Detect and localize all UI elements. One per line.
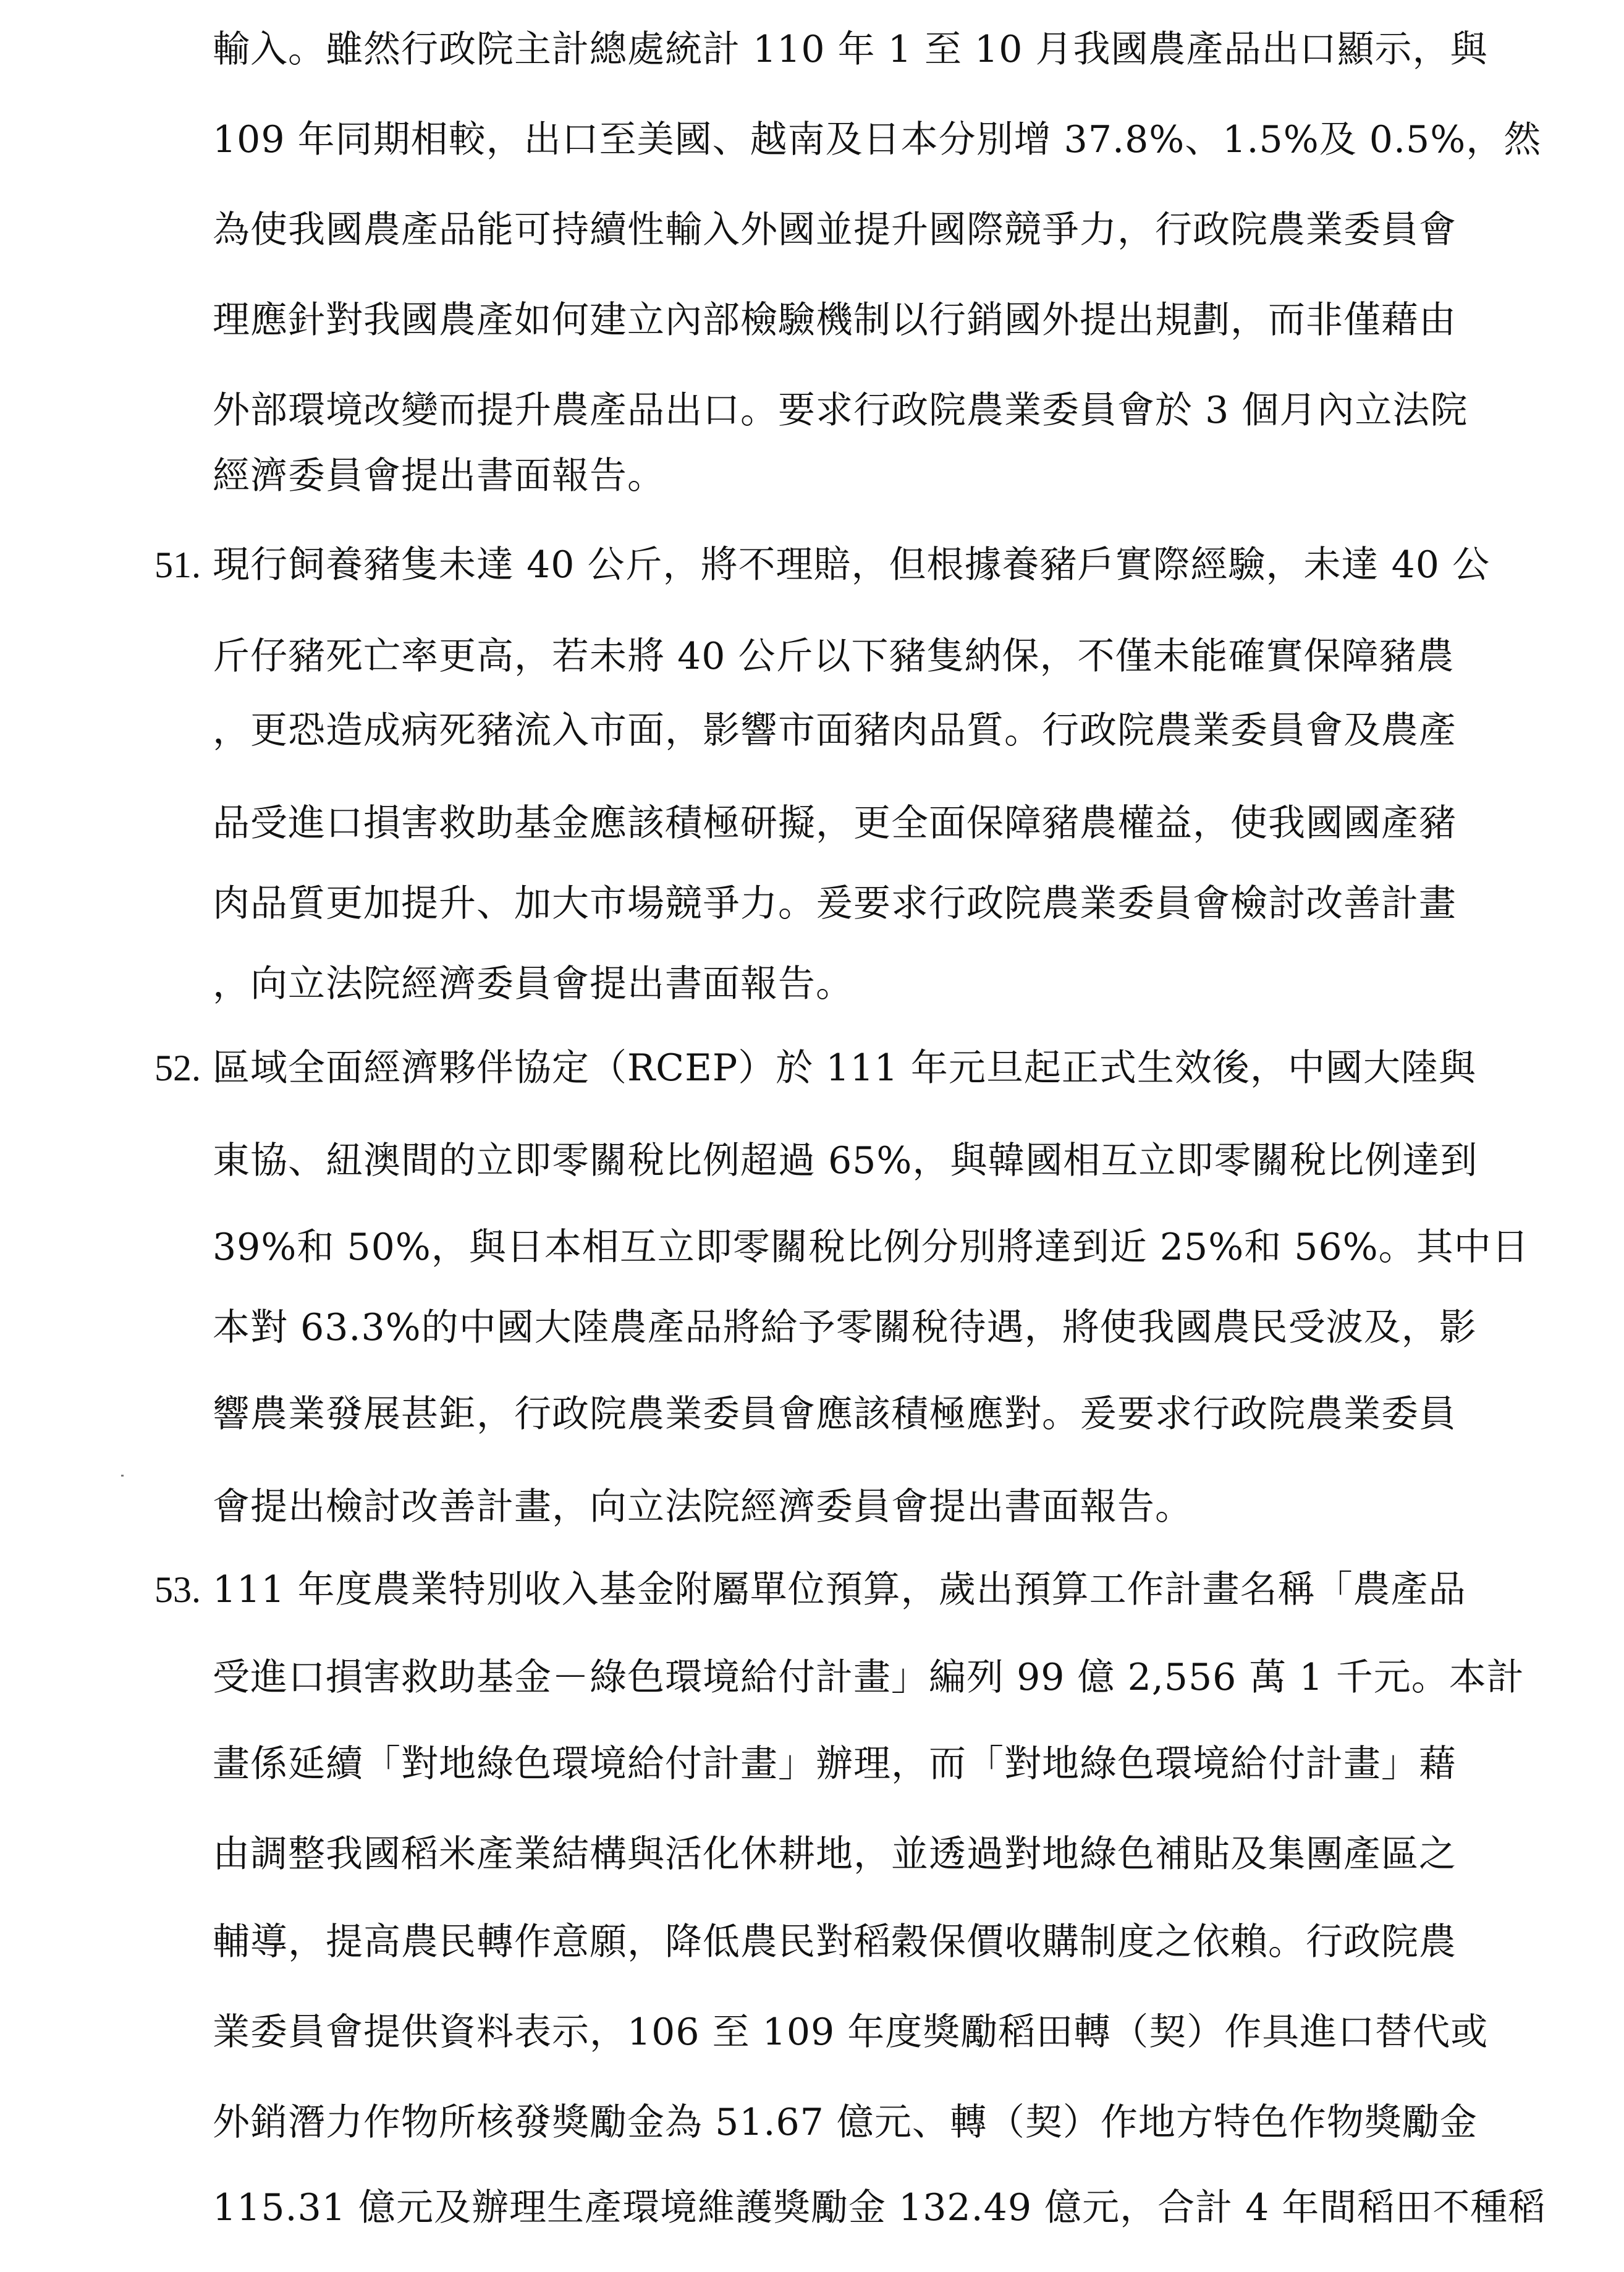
paragraph-text-line: 會提出檢討改善計畫，向立法院經濟委員會提出書面報告。	[213, 1485, 1193, 1528]
paragraph-text-line: 115.31 億元及辦理生產環境維護獎勵金 132.49 億元，合計 4 年間稻田不種稻	[213, 2186, 1546, 2229]
paragraph-number: 51.	[154, 545, 201, 585]
paragraph-text-line: 為使我國農產品能可持續性輸入外國並提升國際競爭力，行政院農業委員會	[213, 208, 1457, 252]
paragraph-text-line: 東協、紐澳間的立即零關稅比例超過 65%，與韓國相互立即零關稅比例達到	[213, 1139, 1478, 1182]
paragraph-text-line: 39%和 50%，與日本相互立即零關稅比例分別將達到近 25%和 56%。其中日	[213, 1226, 1529, 1269]
paragraph-text-line: 輸入。雖然行政院主計總處統計 110 年 1 至 10 月我國農產品出口顯示，與	[213, 28, 1488, 71]
paragraph-text-line: 本對 63.3%的中國大陸農產品將給予零關稅待遇，將使我國農民受波及，影	[213, 1306, 1477, 1349]
paragraph-text-line: 畫係延續「對地綠色環境給付計畫」辦理，而「對地綠色環境給付計畫」藉	[213, 1742, 1457, 1786]
paragraph-text-line: 輔導，提高農民轉作意願，降低農民對稻穀保價收購制度之依賴。行政院農	[213, 1920, 1457, 1964]
paragraph-text-line: 業委員會提供資料表示，106 至 109 年度獎勵稻田轉（契）作具進口替代或	[213, 2011, 1489, 2054]
paragraph-text-line: 外銷潛力作物所核發獎勵金為 51.67 億元、轉（契）作地方特色作物獎勵金	[213, 2101, 1478, 2144]
paragraph-text-line: 區域全面經濟夥伴協定（RCEP）於 111 年元旦起正式生效後，中國大陸與	[213, 1046, 1476, 1090]
paragraph-text-line: 現行飼養豬隻未達 40 公斤，將不理賠，但根據養豬戶實際經驗，未達 40 公	[213, 543, 1490, 587]
paragraph-text-line: 外部環境改變而提升農產品出口。要求行政院農業委員會於 3 個月內立法院	[213, 389, 1468, 432]
paragraph-number: 53.	[154, 1569, 201, 1610]
paragraph-text-line: 響農業發展甚鉅，行政院農業委員會應該積極應對。爰要求行政院農業委員	[213, 1392, 1457, 1436]
paragraph-text-line: ，向立法院經濟委員會提出書面報告。	[213, 962, 853, 1006]
paragraph-text-line: 111 年度農業特別收入基金附屬單位預算，歲出預算工作計畫名稱「農產品	[213, 1568, 1466, 1611]
scan-speck	[121, 1475, 124, 1477]
paragraph-text-line: 理應針對我國農產如何建立內部檢驗機制以行銷國外提出規劃，而非僅藉由	[213, 299, 1457, 342]
paragraph-text-line: 斤仔豬死亡率更高，若未將 40 公斤以下豬隻納保，不僅未能確實保障豬農	[213, 635, 1455, 678]
paragraph-text-line: 肉品質更加提升、加大市場競爭力。爰要求行政院農業委員會檢討改善計畫	[213, 882, 1457, 925]
paragraph-text-line: ，更恐造成病死豬流入市面，影響市面豬肉品質。行政院農業委員會及農產	[213, 709, 1457, 752]
paragraph-text-line: 109 年同期相較，出口至美國、越南及日本分別增 37.8%、1.5%及 0.5%，然	[213, 118, 1542, 161]
paragraph-text-line: 受進口損害救助基金－綠色環境給付計畫」編列 99 億 2,556 萬 1 千元。本計	[213, 1656, 1525, 1699]
paragraph-text-line: 由調整我國稻米產業結構與活化休耕地，並透過對地綠色補貼及集團產區之	[213, 1833, 1457, 1876]
paragraph-text-line: 品受進口損害救助基金應該積極研擬，更全面保障豬農權益，使我國國產豬	[213, 802, 1457, 845]
paragraph-text-line: 經濟委員會提出書面報告。	[213, 454, 665, 498]
paragraph-number: 52.	[154, 1048, 201, 1088]
